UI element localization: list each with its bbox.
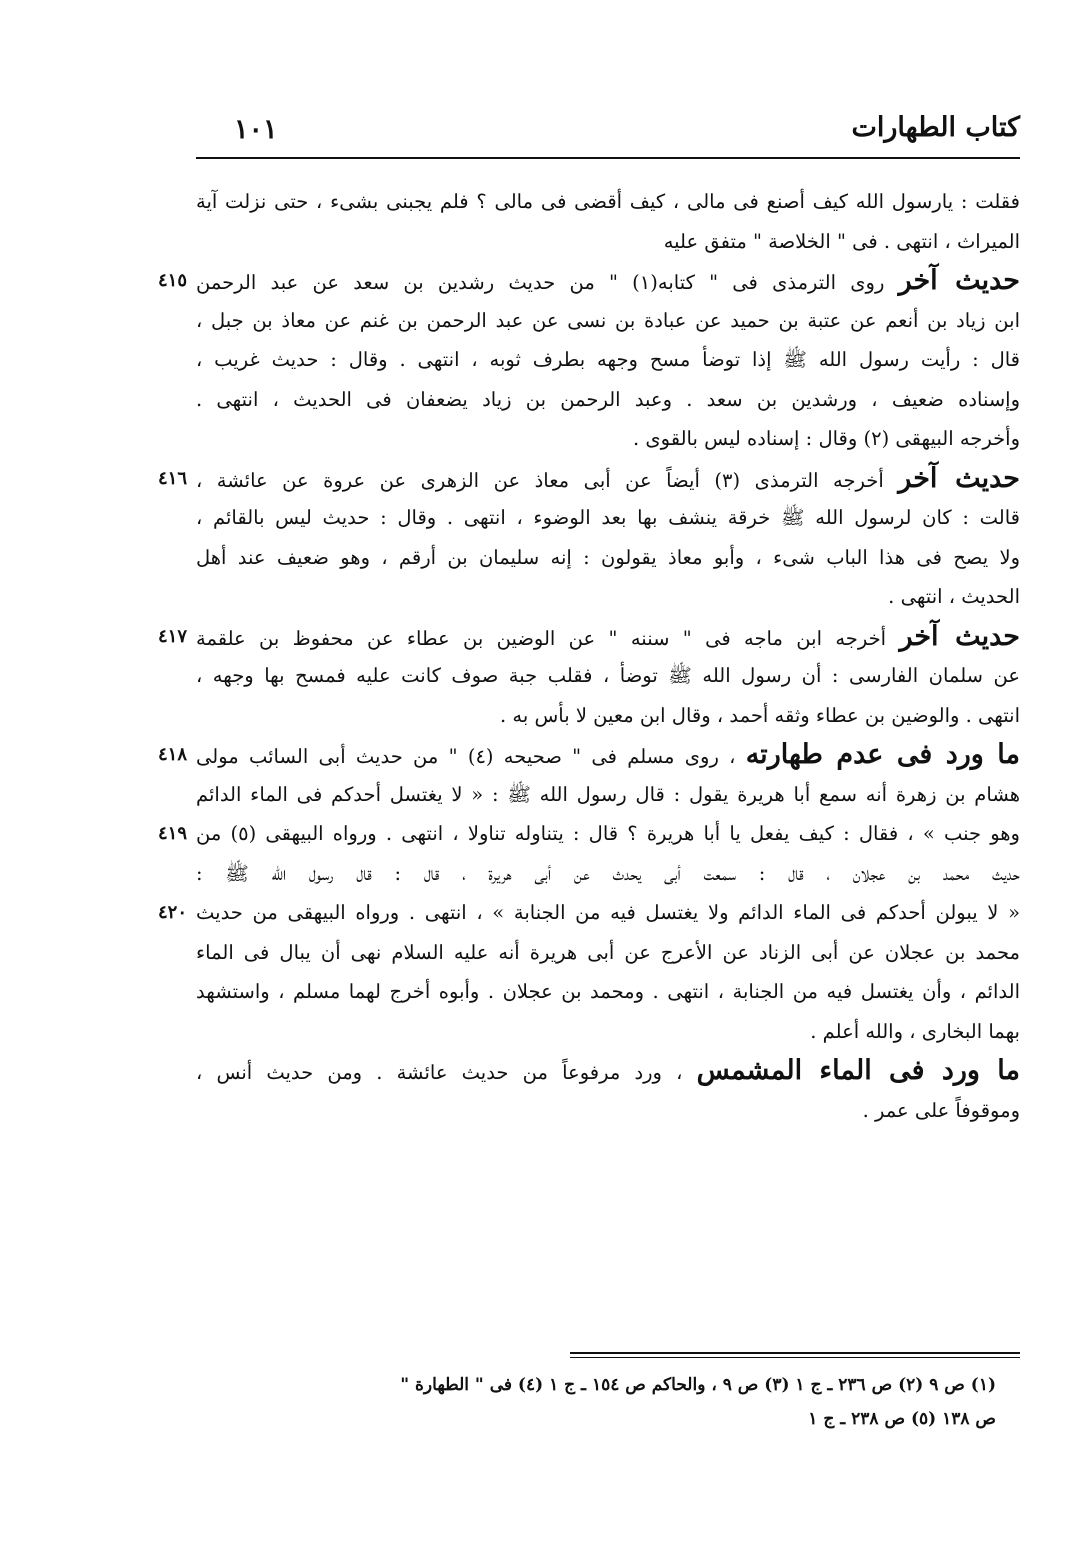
text-line [196, 933, 1020, 973]
text-line [196, 301, 1020, 341]
text-line [158, 735, 1020, 775]
text-line [196, 340, 1020, 380]
footnote-rule [570, 1352, 1020, 1354]
text-line [196, 419, 1020, 459]
line-text: محمد بن عجلان عن أبى الزناد عن الأعرج عن أبى هريرة أنه عليه السلام نهى أن يبال فى الماء [196, 940, 1020, 964]
footnotes [196, 1368, 996, 1436]
section-heading: حديث آخر [898, 462, 1020, 494]
text-line [158, 814, 1020, 854]
text-line [196, 538, 1020, 578]
section-heading: حديث آخر [898, 265, 1020, 296]
text-line [196, 1091, 1020, 1131]
text-line [158, 459, 1020, 499]
text-line [196, 1012, 1020, 1052]
hadith-number: ٤٢٠ [158, 902, 188, 923]
line-text: انتهى . والوضين بن عطاء وثقه أحمد ، وقال ابن معين لا بأس به . [499, 703, 1020, 727]
line-text: ، روى مسلم فى " صحيحه (٤) " من حديث أبى السائب مولى [196, 745, 746, 768]
line-text: « لا يبولن أحدكم فى الماء الدائم ولا يغتسل فيه من الجنابة » ، انتهى . ورواه البيهقى من حديث [196, 901, 1020, 924]
hadith-number: ٤١٨ [158, 744, 188, 765]
text-line [196, 182, 1020, 222]
hadith-number: ٤١٦ [158, 467, 188, 489]
text-line [158, 617, 1020, 657]
text-line [196, 498, 1020, 538]
footnote-rule-thin [570, 1357, 1020, 1358]
line-text: ولا يصح فى هذا الباب شىء ، وأبو معاذ يقولون : إنه سليمان بن أرقم ، وهو ضعيف عند أهل [196, 545, 1020, 569]
text-line [196, 972, 1020, 1012]
page-number: ١٠١ [234, 114, 278, 145]
line-text: هشام بن زهرة أنه سمع أبا هريرة يقول : قال رسول الله ﷺ : « لا يغتسل أحدكم فى الماء الدائم [196, 782, 1020, 806]
line-text: الدائم ، وأن يغتسل فيه من الجنابة ، انتهى . ومحمد بن عجلان . وأبوه أخرج لهما مسلم ، واستشهد [196, 980, 1020, 1003]
chapter-title: كتاب الطهارات [851, 112, 1020, 143]
text-line [158, 261, 1020, 301]
line-text: ابن زياد بن أنعم عن عتبة بن حميد عن عبادة بن نسى عن عبد الرحمن بن غنم عن معاذ بن جبل ، [196, 308, 1020, 332]
main-text [158, 182, 1020, 1130]
text-line [196, 577, 1020, 617]
line-text: وموقوفاً على عمر . [862, 1098, 1020, 1122]
section-heading: ما ورد فى عدم طهارته [745, 739, 1020, 770]
text-line [158, 893, 1020, 933]
line-text: فقلت : يارسول الله كيف أصنع فى مالى ، كيف أقضى فى مالى ؟ فلم يجبنى بشىء ، حتى نزلت آية [196, 190, 1020, 213]
text-line [196, 656, 1020, 696]
text-line [196, 854, 1020, 894]
hadith-number: ٤١٧ [158, 625, 188, 647]
line-text: وأخرجه البيهقى (٢) وقال : إسناده ليس بالقوى . [633, 427, 1020, 450]
footnote-line: (١) ص ٩ (٢) ص ٢٣٦ ـ ج ١ (٣) ص ٩ ، والحاكم ص ١٥٤ ـ ج ١ (٤) فى " الطهارة " [400, 1375, 996, 1395]
hadith-number: ٤١٥ [158, 270, 188, 291]
text-line [196, 1051, 1020, 1091]
text-line [196, 775, 1020, 815]
line-text: الحديث ، انتهى . [888, 585, 1020, 608]
footnote-line: ص ١٣٨ (٥) ص ٢٣٨ ـ ج ١ [808, 1409, 996, 1429]
line-text: أخرجه ابن ماجه فى " سننه " عن الوضين بن عطاء عن محفوظ بن علقمة [196, 626, 900, 650]
section-heading: حديث آخر [899, 620, 1020, 652]
line-text: حديث محمد بن عجلان ، قال : سمعت أبى يحدث عن أبى هريرة ، قال : قال رسول الله ﷺ : [196, 861, 1020, 885]
line-text: عن سلمان الفارسى : أن رسول الله ﷺ توضأ ، فقلب جبة صوف كانت عليه فمسح بها وجهه ، [196, 664, 1020, 687]
text-line [196, 380, 1020, 420]
line-text: أخرجه الترمذى (٣) أيضاً عن أبى معاذ عن الزهرى عن عروة عن عائشة ، [196, 468, 899, 492]
text-line [196, 222, 1020, 262]
line-text: قال : رأيت رسول الله ﷺ إذا توضأ مسح وجهه بطرف ثوبه ، انتهى . وقال : حديث غريب ، [196, 348, 1020, 371]
running-header [196, 112, 1020, 152]
header-rule [196, 157, 1020, 159]
line-text: قالت : كان لرسول الله ﷺ خرقة ينشف بها بعد الوضوء ، انتهى . وقال : حديث ليس بالقائم ، [196, 506, 1020, 529]
line-text: وهو جنب » ، فقال : كيف يفعل يا أبا هريرة ؟ قال : يتناوله تناولا ، انتهى . ورواه البيهقى (٥) من [196, 822, 1020, 845]
line-text: الميراث ، انتهى . فى " الخلاصة " متفق عليه [663, 229, 1020, 253]
hadith-number: ٤١٩ [158, 823, 188, 844]
text-line [196, 696, 1020, 736]
line-text: ، ورد مرفوعاً من حديث عائشة . ومن حديث أنس ، [196, 1061, 697, 1084]
line-text: بهما البخارى ، والله أعلم . [810, 1019, 1020, 1043]
section-heading: ما ورد فى الماء المشمس [696, 1055, 1020, 1086]
line-text: وإسناده ضعيف ، ورشدين بن سعد . وعبد الرحمن بن زياد يضعفان فى الحديث ، انتهى . [196, 387, 1020, 411]
line-text: روى الترمذى فى " كتابه(١) " من حديث رشدين بن سعد عن عبد الرحمن [196, 271, 899, 294]
